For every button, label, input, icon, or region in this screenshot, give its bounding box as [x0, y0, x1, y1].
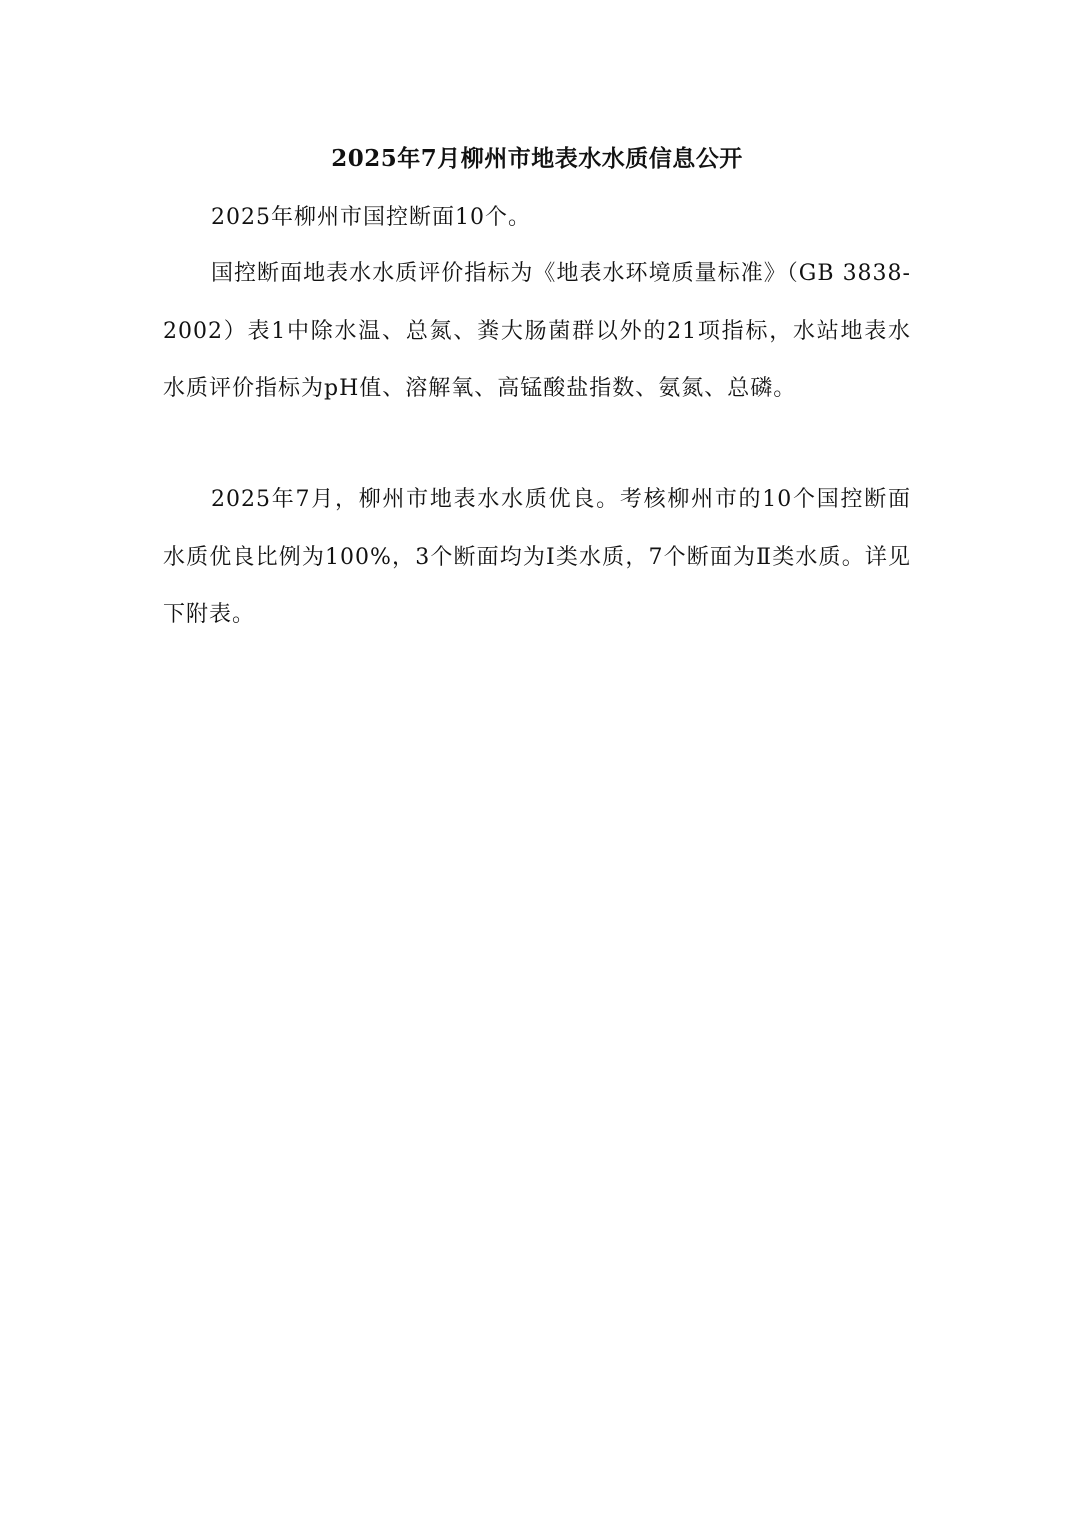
- paragraph-water-quality-result: 2025年7月，柳州市地表水水质优良。考核柳州市的10个国控断面水质优良比例为100%，3个断面均为Ⅰ类水质，7个断面为Ⅱ类水质。详见下附表。: [163, 487, 911, 627]
- paragraph-evaluation-indicators: 国控断面地表水水质评价指标为《地表水环境质量标准》（GB 3838-2002）表1中除水温、总氮、粪大肠菌群以外的21项指标，水站地表水水质评价指标为pH值、溶解氧、高锰酸盐指数、氨氮、总磷。: [163, 261, 911, 401]
- paragraph-section-count: 2025年柳州市国控断面10个。: [211, 205, 531, 230]
- document-title: 2025年7月柳州市地表水水质信息公开: [331, 145, 743, 172]
